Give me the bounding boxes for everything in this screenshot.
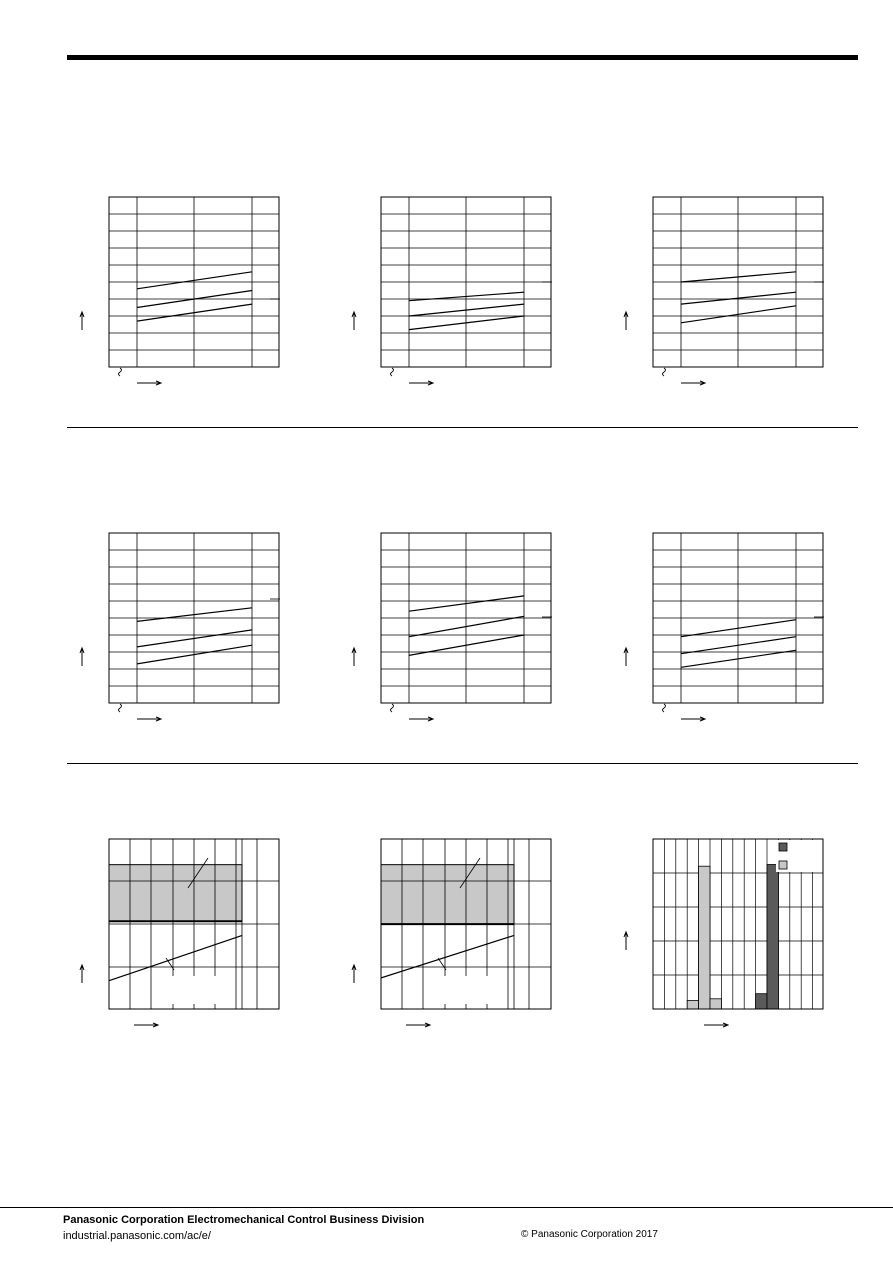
axis-break-mark xyxy=(663,368,666,376)
axis-break-mark xyxy=(663,704,666,712)
footer-company: Panasonic Corporation Electromechanical Control Business Division xyxy=(63,1214,425,1226)
axis-break-mark xyxy=(391,368,394,376)
footer-copyright: © Panasonic Corporation 2017 xyxy=(521,1229,658,1240)
axis-break-mark xyxy=(119,368,122,376)
footer-divider xyxy=(0,1207,893,1208)
axis-break-mark xyxy=(391,704,394,712)
axis-break-mark xyxy=(119,704,122,712)
footer-url[interactable]: industrial.panasonic.com/ac/e/ xyxy=(63,1230,211,1242)
